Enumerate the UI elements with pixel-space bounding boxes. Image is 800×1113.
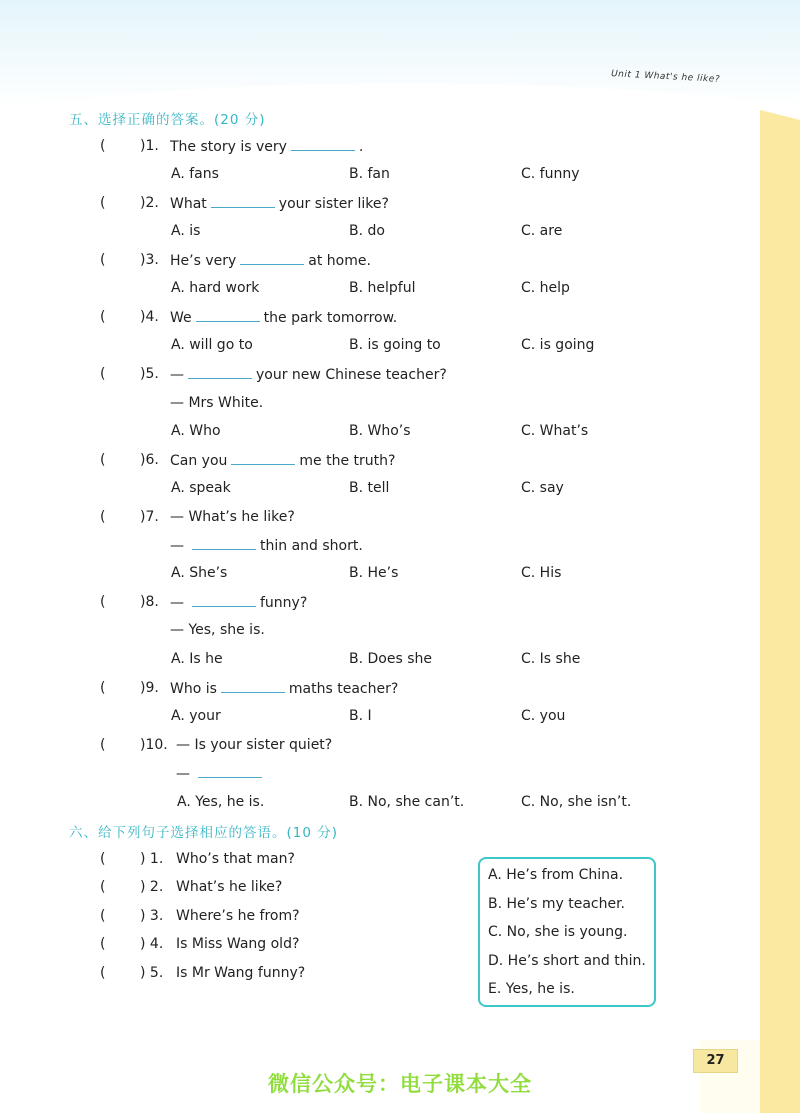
answer-blank[interactable] bbox=[291, 136, 355, 151]
watermark-footer: 微信公众号：电子课本大全 bbox=[268, 1072, 532, 1096]
option-c[interactable]: C. What’s bbox=[521, 423, 589, 439]
option-a[interactable]: A. She’s bbox=[171, 565, 228, 581]
option-c[interactable]: C. say bbox=[521, 480, 564, 496]
answer-blank[interactable] bbox=[211, 193, 275, 208]
dialogue-line: — bbox=[176, 763, 266, 784]
answer-blank[interactable] bbox=[192, 592, 256, 607]
answer-blank[interactable] bbox=[231, 450, 295, 465]
answer-choices-box bbox=[478, 857, 656, 1007]
option-a[interactable]: A. Yes, he is. bbox=[177, 794, 265, 810]
answer-choice-d[interactable]: D. He’s short and thin. bbox=[488, 953, 646, 969]
section5-title: 五、选择正确的答案。(20 分) bbox=[69, 112, 266, 128]
option-b[interactable]: B. He’s bbox=[349, 565, 399, 581]
answer-blank[interactable] bbox=[240, 250, 304, 265]
option-c[interactable]: C. help bbox=[521, 280, 570, 296]
option-a[interactable]: A. fans bbox=[171, 166, 219, 182]
option-c[interactable]: C. you bbox=[521, 708, 566, 724]
option-a[interactable]: A. Who bbox=[171, 423, 221, 439]
option-c[interactable]: C. His bbox=[521, 565, 562, 581]
option-a[interactable]: A. will go to bbox=[171, 337, 253, 353]
option-c[interactable]: C. are bbox=[521, 223, 563, 239]
answer-choice-a[interactable]: A. He’s from China. bbox=[488, 867, 624, 883]
option-b[interactable]: B. No, she can’t. bbox=[349, 794, 465, 810]
option-b[interactable]: B. do bbox=[349, 223, 385, 239]
option-c[interactable]: C. funny bbox=[521, 166, 580, 182]
dialogue-line: — thin and short. bbox=[170, 535, 363, 556]
page-number: 27 bbox=[693, 1049, 738, 1073]
section6-title: 六、给下列句子选择相应的答语。(10 分) bbox=[69, 825, 339, 841]
answer-choice-b[interactable]: B. He’s my teacher. bbox=[488, 896, 625, 912]
answer-blank[interactable] bbox=[198, 763, 262, 778]
answer-choice-e[interactable]: E. Yes, he is. bbox=[488, 981, 575, 997]
answer-blank[interactable] bbox=[221, 678, 285, 693]
option-a[interactable]: A. your bbox=[171, 708, 221, 724]
answer-blank[interactable] bbox=[196, 307, 260, 322]
dialogue-line: — Yes, she is. bbox=[170, 622, 265, 638]
option-b[interactable]: B. Who’s bbox=[349, 423, 411, 439]
option-a[interactable]: A. hard work bbox=[171, 280, 260, 296]
answer-blank[interactable] bbox=[192, 535, 256, 550]
option-c[interactable]: C. is going bbox=[521, 337, 595, 353]
option-c[interactable]: C. No, she isn’t. bbox=[521, 794, 632, 810]
option-b[interactable]: B. fan bbox=[349, 166, 390, 182]
option-b[interactable]: B. tell bbox=[349, 480, 390, 496]
option-b[interactable]: B. is going to bbox=[349, 337, 441, 353]
page-header: Unit 1 What's he like? bbox=[610, 69, 721, 85]
option-c[interactable]: C. Is she bbox=[521, 651, 581, 667]
dialogue-line: — Mrs White. bbox=[170, 395, 264, 411]
answer-choice-c[interactable]: C. No, she is young. bbox=[488, 924, 628, 940]
option-a[interactable]: A. is bbox=[171, 223, 201, 239]
answer-blank[interactable] bbox=[188, 364, 252, 379]
option-a[interactable]: A. speak bbox=[171, 480, 231, 496]
option-b[interactable]: B. Does she bbox=[349, 651, 432, 667]
option-a[interactable]: A. Is he bbox=[171, 651, 223, 667]
option-b[interactable]: B. I bbox=[349, 708, 372, 724]
option-b[interactable]: B. helpful bbox=[349, 280, 416, 296]
